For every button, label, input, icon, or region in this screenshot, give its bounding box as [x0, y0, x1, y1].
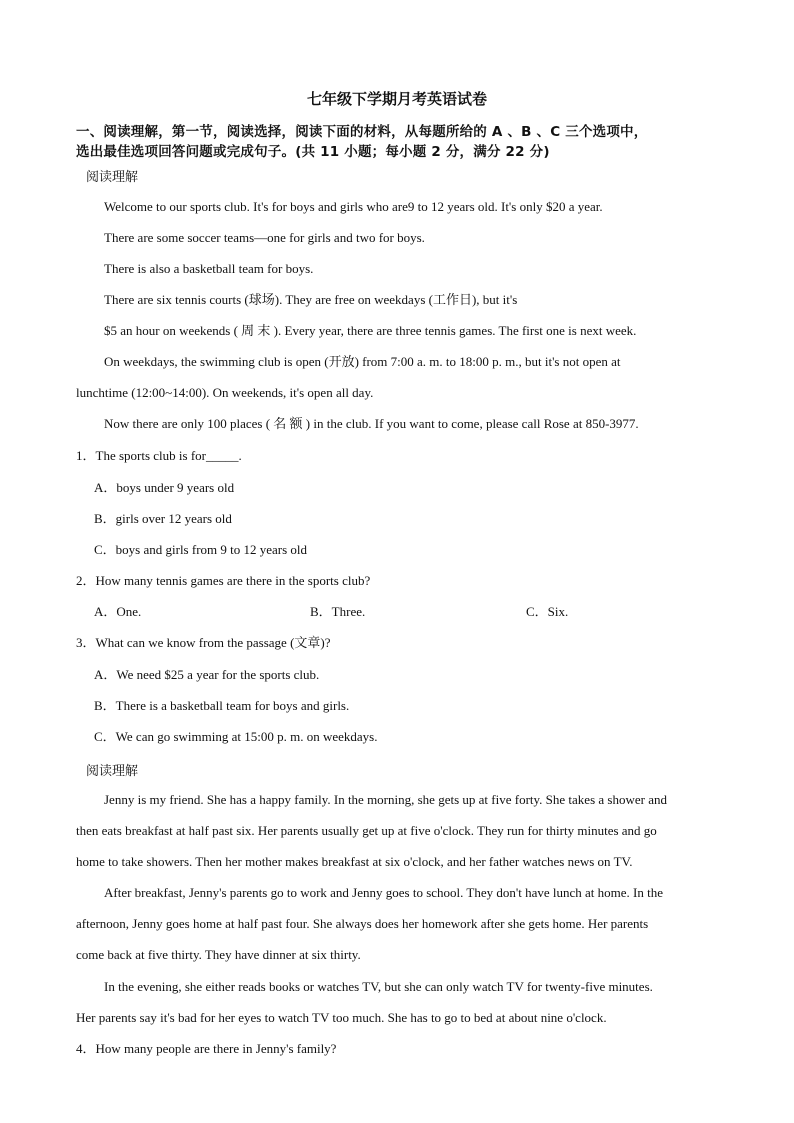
section-heading-line-2: 选出最佳选项回答问题或完成句子。(共 11 小题；每小题 2 分，满分 22 分) [76, 144, 550, 160]
passage-line: lunchtime (12:00~14:00). On weekends, it's open all day. [76, 385, 374, 400]
answer-option: A．One. [94, 604, 142, 619]
passage-line: come back at five thirty. They have dinner at six thirty. [76, 947, 361, 962]
passage-line: In the evening, she either reads books or watches TV, but she can only watch TV for twenty-five minutes. [104, 979, 653, 994]
reading-label: 阅读理解 [86, 764, 139, 779]
passage-line: Now there are only 100 places ( 名 额 ) in the club. If you want to come, please call Rose at 850-3977. [104, 416, 639, 431]
passage-line: afternoon, Jenny goes home at half past four. She always does her homework after she gets home. Her parents [76, 916, 649, 931]
reading-label: 阅读理解 [86, 170, 139, 185]
section-heading-line-1: 一、阅读理解，第一节，阅读选择，阅读下面的材料，从每题所给的 A 、B 、C 三个选项中， [76, 124, 648, 140]
page-title: 七年级下学期月考英语试卷 [306, 90, 487, 108]
answer-option: C．boys and girls from 9 to 12 years old [94, 542, 308, 557]
question-stem: 1．The sports club is for_____. [76, 448, 242, 463]
passage-line: There is also a basketball team for boys. [104, 261, 314, 276]
question-stem: 3．What can we know from the passage (文章)? [76, 635, 331, 650]
passage-line: home to take showers. Then her mother makes breakfast at six o'clock, and her father watches news on TV. [76, 854, 633, 869]
answer-option: B．girls over 12 years old [94, 511, 232, 526]
passage-line: On weekdays, the swimming club is open (开放) from 7:00 a. m. to 18:00 p. m., but it's not open at [104, 354, 621, 369]
answer-option: C．We can go swimming at 15:00 p. m. on weekdays. [94, 729, 378, 744]
passage-line: Her parents say it's bad for her eyes to watch TV too much. She has to go to bed at about nine o'clock. [76, 1010, 607, 1025]
answer-option: A．boys under 9 years old [94, 480, 235, 495]
passage-line: There are six tennis courts (球场). They are free on weekdays (工作日), but it's [104, 292, 518, 307]
answer-option: B．Three. [310, 604, 366, 619]
passage-line: After breakfast, Jenny's parents go to work and Jenny goes to school. They don't have lunch at home. In the [104, 885, 663, 900]
passage-line: Jenny is my friend. She has a happy family. In the morning, she gets up at five forty. She takes a shower and [104, 792, 667, 807]
question-stem: 2．How many tennis games are there in the sports club? [76, 573, 371, 588]
answer-option: A．We need $25 a year for the sports club. [94, 667, 320, 682]
passage-line: $5 an hour on weekends ( 周 末 ). Every year, there are three tennis games. The first one is next week. [104, 323, 637, 338]
answer-option: C．Six. [526, 604, 569, 619]
passage-line: then eats breakfast at half past six. Her parents usually get up at five o'clock. They run for thirty minutes and go [76, 823, 657, 838]
passage-line: There are some soccer teams—one for girls and two for boys. [104, 230, 425, 245]
answer-option: B．There is a basketball team for boys and girls. [94, 698, 350, 713]
passage-line: Welcome to our sports club. It's for boys and girls who are9 to 12 years old. It's only $20 a year. [104, 199, 603, 214]
question-stem: 4．How many people are there in Jenny's family? [76, 1041, 337, 1056]
